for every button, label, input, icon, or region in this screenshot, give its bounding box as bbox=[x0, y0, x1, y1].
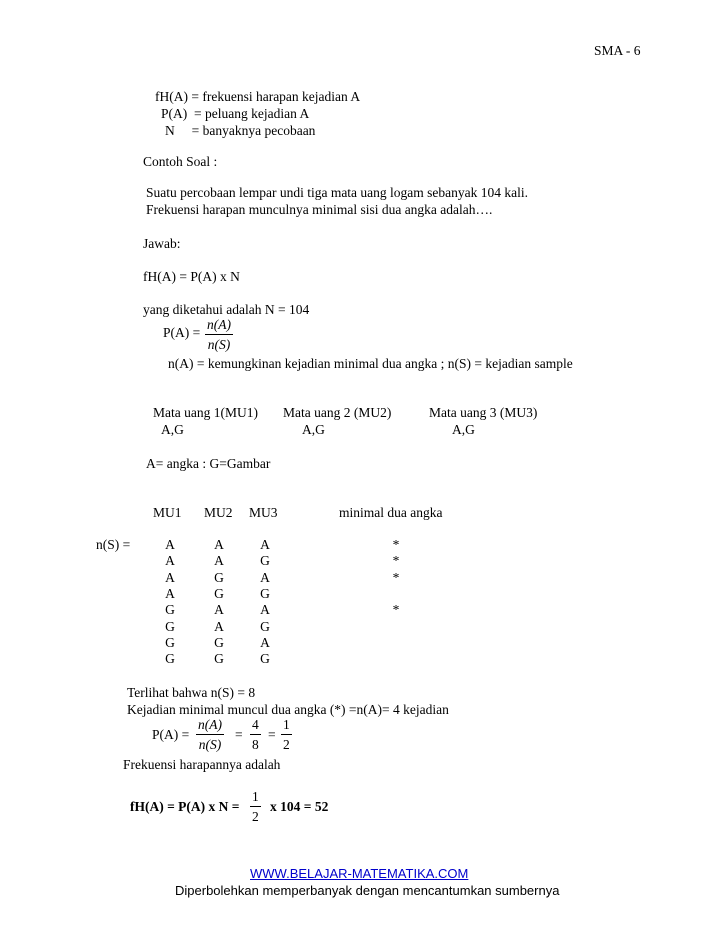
table-cell-mu1: A bbox=[165, 569, 175, 585]
pa-label: P(A) = bbox=[163, 325, 201, 340]
table-header-mu2: MU2 bbox=[204, 505, 233, 520]
table-cell-mu3: G bbox=[260, 618, 270, 634]
table-cell-mu2: A bbox=[214, 618, 224, 634]
table-header-mu3: MU3 bbox=[249, 505, 278, 520]
known-value: yang diketahui adalah N = 104 bbox=[143, 302, 310, 317]
result-f1-numerator: n(A) bbox=[196, 718, 224, 735]
final-numerator: 1 bbox=[250, 790, 261, 807]
result-equals-1: = bbox=[235, 727, 243, 742]
table-cell-mu2: A bbox=[214, 553, 224, 569]
table-cell-star: * bbox=[392, 602, 400, 618]
coin-note: A= angka : G=Gambar bbox=[146, 456, 271, 471]
final-fraction bbox=[250, 790, 261, 823]
table-cell-mu3: A bbox=[260, 602, 270, 618]
legend-fha: fH(A) = frekuensi harapan kejadian A bbox=[155, 89, 361, 104]
legend-n: N = banyaknya pecobaan bbox=[165, 123, 316, 138]
table-cell-mu1: A bbox=[165, 553, 175, 569]
table-cell-mu3: G bbox=[260, 651, 270, 667]
table-cell-star: * bbox=[392, 537, 400, 552]
table-cell-star: * bbox=[392, 553, 400, 569]
coin-value-3: A,G bbox=[452, 422, 475, 437]
table-cell-mu3: A bbox=[260, 634, 270, 650]
result-f3-numerator: 1 bbox=[281, 718, 292, 735]
example-heading: Contoh Soal : bbox=[143, 154, 218, 169]
answer-heading: Jawab: bbox=[143, 236, 181, 251]
table-cell-mu3: A bbox=[260, 569, 270, 585]
table-cell-mu1: A bbox=[165, 537, 175, 552]
table-cell-mu2: G bbox=[214, 651, 224, 667]
legend-pa: P(A) = peluang kejadian A bbox=[161, 106, 310, 121]
table-cell-mu2: G bbox=[214, 634, 224, 650]
table-header-mu1: MU1 bbox=[153, 505, 182, 520]
result-f2-numerator: 4 bbox=[250, 718, 261, 735]
question-line-2: Frekuensi harapan munculnya minimal sisi dua angka adalah…. bbox=[146, 202, 493, 217]
pa-denominator: n(S) bbox=[207, 336, 231, 352]
coin-title-1: Mata uang 1(MU1) bbox=[153, 405, 258, 420]
result-f1-denominator: n(S) bbox=[198, 736, 222, 752]
table-cell-mu2: G bbox=[214, 569, 224, 585]
table-cell-mu1: G bbox=[165, 602, 175, 618]
pa-fraction bbox=[205, 318, 233, 351]
result-f3-denominator: 2 bbox=[283, 736, 290, 752]
table-cell-mu3: A bbox=[260, 537, 270, 552]
result-fraction-1 bbox=[196, 718, 224, 751]
formula: fH(A) = P(A) x N bbox=[143, 269, 240, 284]
table-cell-mu1: G bbox=[165, 618, 175, 634]
table-cell-mu3: G bbox=[260, 553, 270, 569]
result-fraction-3 bbox=[281, 718, 292, 751]
pa-numerator: n(A) bbox=[205, 318, 233, 335]
table-row-label: n(S) = bbox=[96, 537, 131, 552]
table-cell-mu1: A bbox=[165, 585, 175, 601]
table-cell-star: * bbox=[392, 569, 400, 585]
result-pa-label: P(A) = bbox=[152, 727, 190, 742]
table-cell-mu1: G bbox=[165, 651, 175, 667]
explanation: n(A) = kemungkinan kejadian minimal dua angka ; n(S) = kejadian sample bbox=[168, 356, 573, 371]
coin-title-3: Mata uang 3 (MU3) bbox=[429, 405, 538, 420]
result-fraction-2 bbox=[250, 718, 261, 751]
coin-value-1: A,G bbox=[161, 422, 184, 437]
result-equals-2: = bbox=[268, 727, 276, 742]
frequency-line: Frekuensi harapannya adalah bbox=[123, 757, 281, 772]
table-cell-mu2: A bbox=[214, 602, 224, 618]
footer-notice: Diperbolehkan memperbanyak dengan mencantumkan sumbernya bbox=[175, 883, 560, 898]
table-cell-mu1: G bbox=[165, 634, 175, 650]
final-rhs: x 104 = 52 bbox=[270, 799, 329, 814]
page-label: SMA - 6 bbox=[594, 43, 641, 58]
coin-title-2: Mata uang 2 (MU2) bbox=[283, 405, 392, 420]
footer-url-link[interactable]: WWW.BELAJAR-MATEMATIKA.COM bbox=[250, 866, 469, 881]
final-denominator: 2 bbox=[252, 808, 259, 824]
table-header-minimal: minimal dua angka bbox=[339, 505, 443, 520]
table-cell-mu3: G bbox=[260, 585, 270, 601]
question-line-1: Suatu percobaan lempar undi tiga mata uang logam sebanyak 104 kali. bbox=[146, 185, 529, 200]
final-lhs: fH(A) = P(A) x N = bbox=[130, 799, 240, 814]
result-f2-denominator: 8 bbox=[252, 736, 259, 752]
coin-value-2: A,G bbox=[302, 422, 325, 437]
conclusion-line-1: Terlihat bahwa n(S) = 8 bbox=[127, 685, 256, 700]
table-cell-mu2: G bbox=[214, 585, 224, 601]
table-cell-mu2: A bbox=[214, 537, 224, 552]
conclusion-line-2: Kejadian minimal muncul dua angka (*) =n(A)= 4 kejadian bbox=[127, 702, 449, 717]
